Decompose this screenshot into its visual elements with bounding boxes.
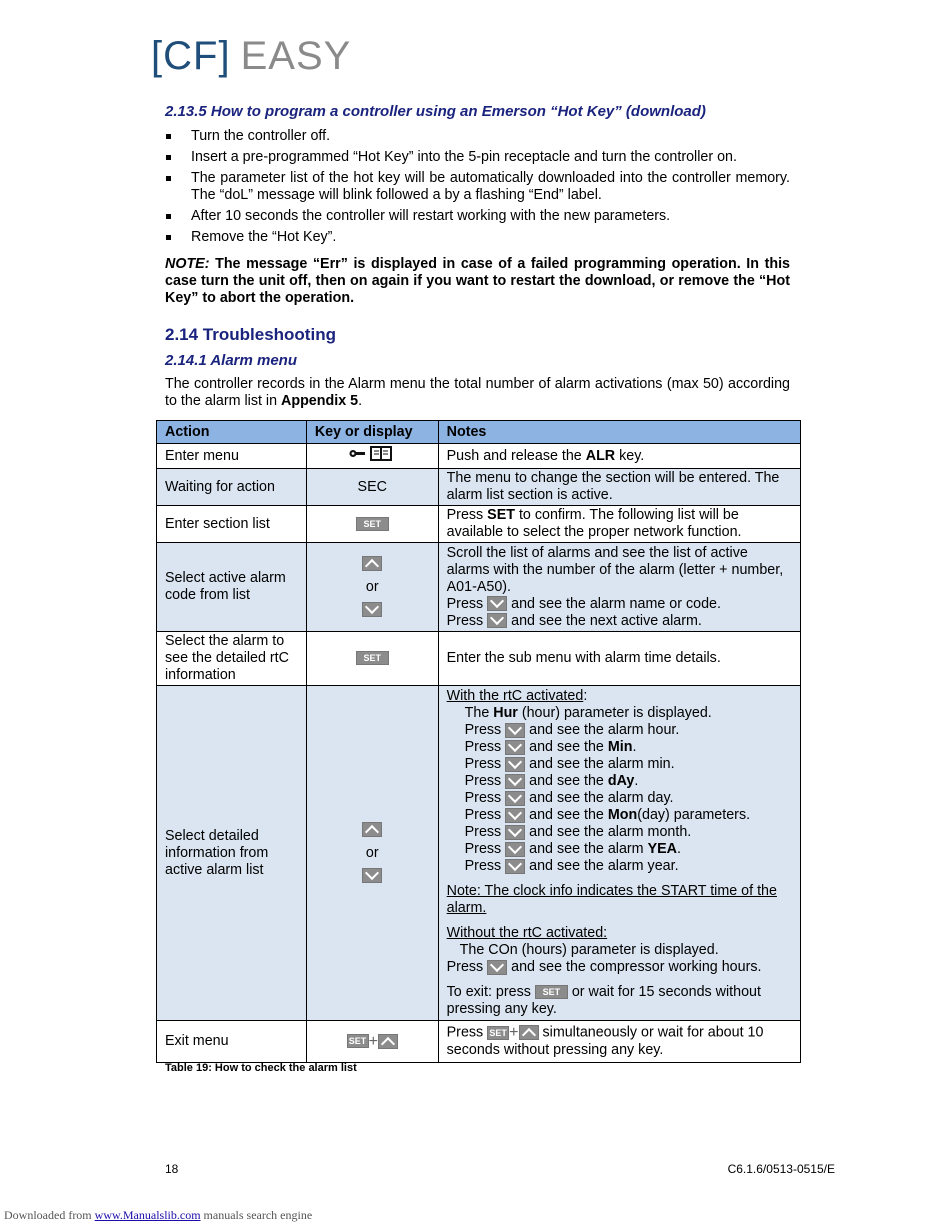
down-arrow-key-icon (362, 602, 382, 617)
notes-cell: Push and release the ALR key. (438, 444, 800, 469)
wrench-book-icon (349, 445, 395, 462)
key-cell: or (306, 543, 438, 632)
down-arrow-key-icon (505, 842, 525, 857)
set-key-icon: SET (356, 651, 389, 665)
download-footer: Downloaded from www.Manualslib.com manuals search engine (4, 1208, 313, 1222)
list-item: After 10 seconds the controller will restart working with the new parameters. (165, 208, 790, 225)
notes-cell: Press SET to confirm. The following list will be available to select the proper network function. (438, 506, 800, 543)
alarm-list-table (156, 420, 801, 1063)
bullet-square-icon (166, 134, 171, 139)
bullet-square-icon (166, 214, 171, 219)
down-arrow-key-icon (487, 960, 507, 975)
manualslib-link[interactable]: www.Manualslib.com (94, 1208, 201, 1222)
col-header-key: Key or display (306, 421, 438, 444)
up-arrow-key-icon (362, 822, 382, 837)
action-cell: Enter section list (157, 506, 307, 543)
col-header-action: Action (157, 421, 307, 444)
bullet-square-icon (166, 155, 171, 160)
down-arrow-key-icon (505, 757, 525, 772)
page-number: 18 (165, 1162, 179, 1176)
action-cell: Exit menu (157, 1021, 307, 1063)
table-row (157, 469, 801, 506)
set-key-icon: SET (535, 985, 568, 999)
down-arrow-key-icon (505, 774, 525, 789)
heading-2-14-1: 2.14.1 Alarm menu (165, 352, 298, 369)
down-arrow-key-icon (487, 596, 507, 611)
action-cell: Select the alarm to see the detailed rtC information (157, 632, 307, 686)
list-item: Insert a pre-programmed “Hot Key” into the 5-pin receptacle and turn the controller on. (165, 149, 790, 166)
down-arrow-key-icon (362, 868, 382, 883)
document-reference: C6.1.6/0513-0515/E (727, 1162, 835, 1176)
down-arrow-key-icon (505, 740, 525, 755)
action-cell: Select active alarm code from list (157, 543, 307, 632)
down-arrow-key-icon (505, 723, 525, 738)
down-arrow-key-icon (505, 808, 525, 823)
heading-2-13-5: 2.13.5 How to program a controller using an Emerson “Hot Key” (download) (165, 103, 706, 120)
down-arrow-key-icon (505, 791, 525, 806)
note-paragraph: NOTE: The message “Err” is displayed in case of a failed programming operation. In this case turn the unit off, then on again if you want to restart the download, or remove the “Hot Key” to abort the operation. (165, 256, 790, 306)
table-row (157, 506, 801, 543)
key-cell (306, 506, 438, 543)
bullet-square-icon (166, 235, 171, 240)
action-cell: Enter menu (157, 444, 307, 469)
set-key-icon: SET (356, 517, 389, 531)
key-cell: SEC (306, 469, 438, 506)
table-row (157, 1021, 801, 1063)
key-cell (306, 632, 438, 686)
action-cell: Select detailed information from active alarm list (157, 686, 307, 1021)
list-item: Remove the “Hot Key”. (165, 229, 790, 246)
up-arrow-key-icon (519, 1025, 539, 1040)
key-cell (306, 444, 438, 469)
notes-cell: Scroll the list of alarms and see the list of active alarms with the number of the alarm (letter + number, A01-A50). Press and see the alarm name or code. Press and see the next active alarm. (438, 543, 800, 632)
up-arrow-key-icon (362, 556, 382, 571)
notes-cell: Enter the sub menu with alarm time details. (438, 632, 800, 686)
key-cell: SET + (306, 1021, 438, 1063)
table-row (157, 632, 801, 686)
set-key-icon: SET (347, 1034, 369, 1048)
table-row (157, 444, 801, 469)
heading-2-14: 2.14 Troubleshooting (165, 325, 336, 344)
down-arrow-key-icon (487, 613, 507, 628)
table-caption: Table 19: How to check the alarm list (165, 1062, 357, 1074)
key-cell: or (306, 686, 438, 1021)
col-header-notes: Notes (438, 421, 800, 444)
up-arrow-key-icon (378, 1034, 398, 1049)
list-item: Turn the controller off. (165, 128, 790, 145)
down-arrow-key-icon (505, 859, 525, 874)
list-item: The parameter list of the hot key will be automatically downloaded into the controller memory. The “doL” message will blink followed a by a flashing “End” label. (165, 170, 790, 204)
set-key-icon: SET (487, 1026, 509, 1040)
table-row (157, 686, 801, 1021)
notes-cell: Press SET + simultaneously or wait for about 10 seconds without pressing any key. (438, 1021, 800, 1063)
table-header-row (157, 421, 801, 444)
action-cell: Waiting for action (157, 469, 307, 506)
notes-cell: The menu to change the section will be entered. The alarm list section is active. (438, 469, 800, 506)
notes-cell: With the rtC activated: The Hur (hour) parameter is displayed. Press and see the alarm hour. Press and see the Min. Press and see the alarm min. Press and see the dAy. Press and see the alarm day. Press and see the Mon(day) parameters. Press and see the alarm month. Press and see the alarm YEA. Press and see the alarm year. Note: The clock info indicates the START time of the alarm. Without the rtC activated: The COn (hours) parameter is displayed. Press and see the compressor working hours. To exit: press SET or wait for 15 seconds without pressing any key. (438, 686, 800, 1021)
hot-key-steps-list (165, 128, 790, 250)
down-arrow-key-icon (505, 825, 525, 840)
bullet-square-icon (166, 176, 171, 181)
alarm-menu-intro: The controller records in the Alarm menu the total number of alarm activations (max 50) according to the alarm list in Appendix 5. (165, 376, 790, 409)
cf-easy-logo: [ CF ] EASY (151, 33, 352, 78)
table-row (157, 543, 801, 632)
